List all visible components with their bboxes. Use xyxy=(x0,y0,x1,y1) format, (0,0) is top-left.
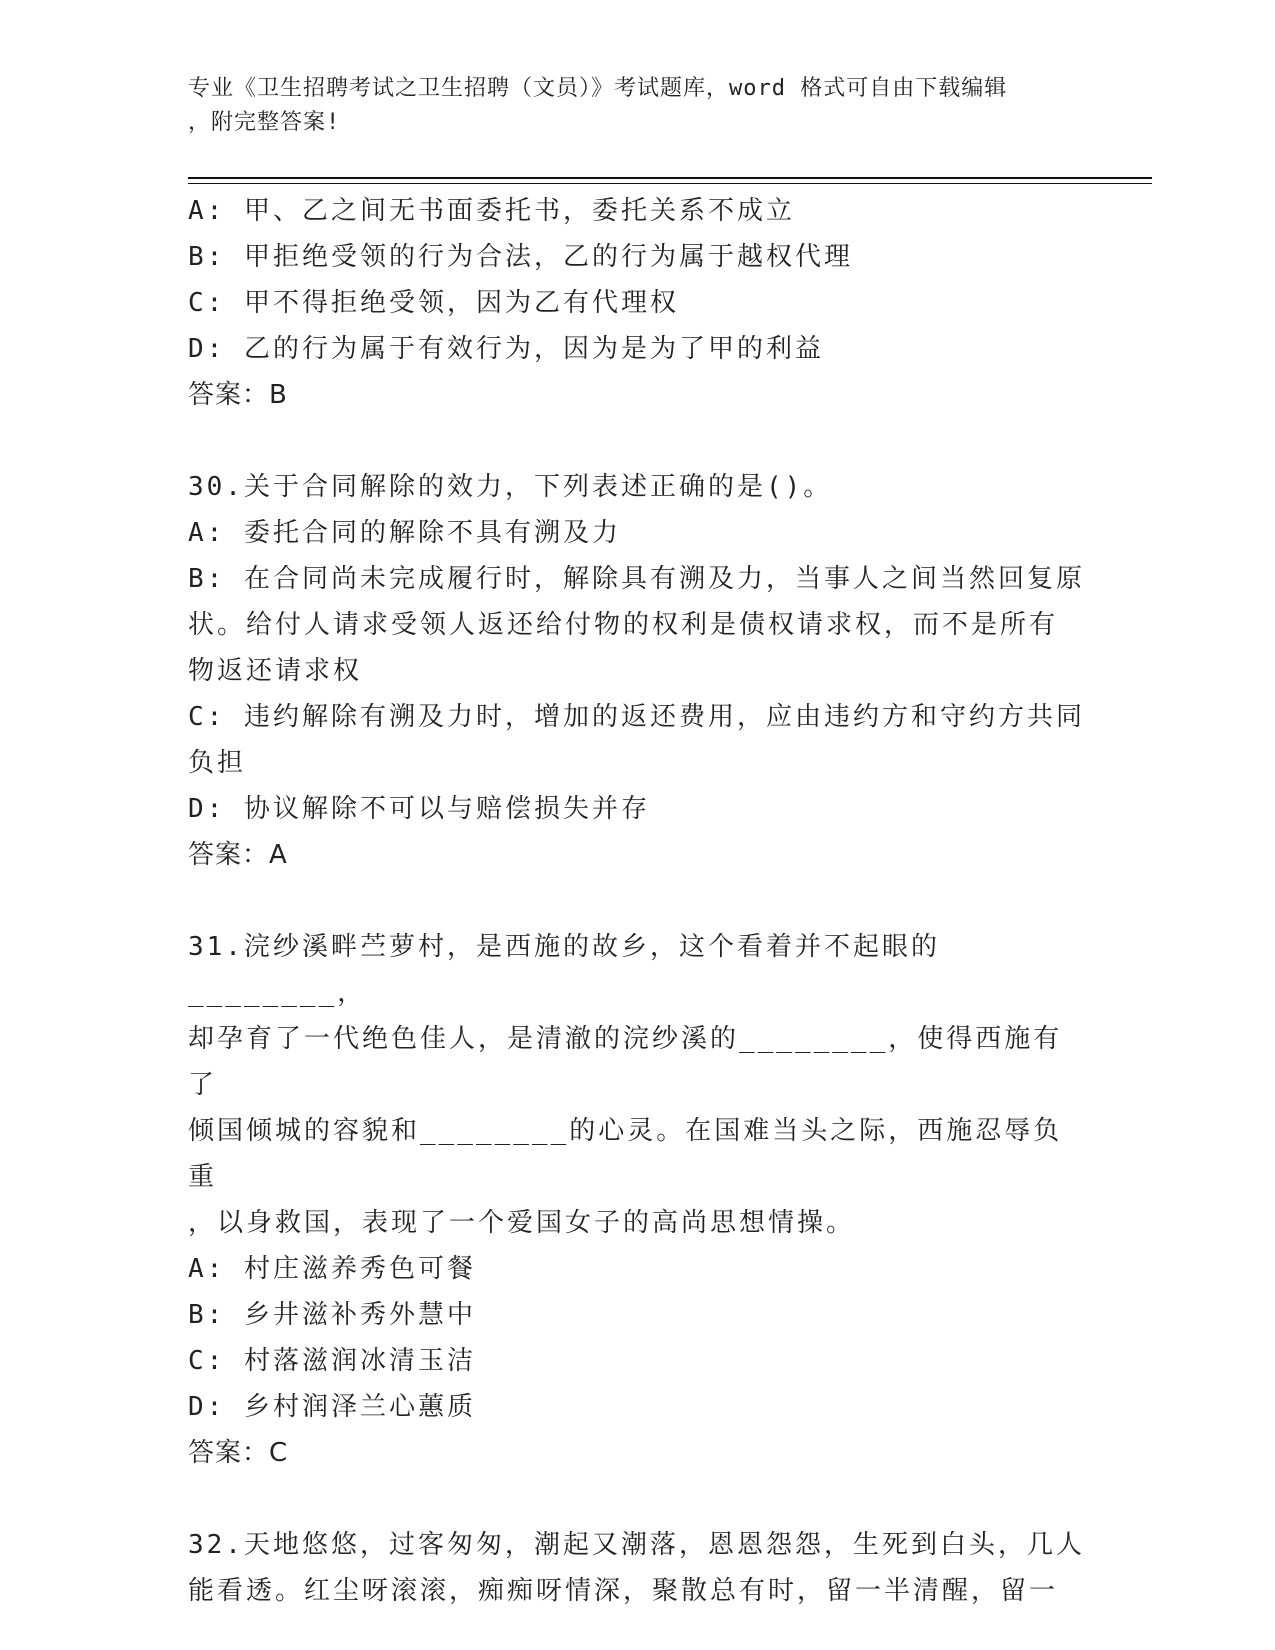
option-c-continued: 负担 xyxy=(188,748,247,778)
question-32 xyxy=(188,1522,1088,1614)
option-c: C: 甲不得拒绝受领，因为乙有代理权 xyxy=(188,288,679,318)
question-29 xyxy=(188,188,1088,418)
header-divider-thick xyxy=(188,177,1152,179)
option-b-continued: 物返还请求权 xyxy=(188,656,363,686)
spacer xyxy=(188,878,1088,924)
header-line-1: 专业《卫生招聘考试之卫生招聘（文员）》考试题库，word 格式可自由下载编辑 xyxy=(188,76,1008,101)
question-stem-continued: 能看透。红尘呀滚滚，痴痴呀情深，聚散总有时，留一半清醒，留一 xyxy=(188,1576,1059,1606)
option-b: B: 乡井滋补秀外慧中 xyxy=(188,1300,476,1330)
question-stem: 30.关于合同解除的效力，下列表述正确的是()。 xyxy=(188,472,833,502)
option-b-continued: 状。给付人请求受领人返还给付物的权利是债权请求权，而不是所有 xyxy=(188,610,1059,640)
option-c: C: 违约解除有溯及力时，增加的返还费用，应由违约方和守约方共同 xyxy=(188,702,1085,732)
option-c: C: 村落滋润冰清玉洁 xyxy=(188,1346,476,1376)
option-d: D: 乡村润泽兰心蕙质 xyxy=(188,1392,476,1422)
question-31 xyxy=(188,924,1088,1476)
question-stem-continued: ，以身救国，表现了一个爱国女子的高尚思想情操。 xyxy=(188,1208,856,1238)
option-a: A: 村庄滋养秀色可餐 xyxy=(188,1254,476,1284)
spacer xyxy=(188,418,1088,464)
document-header xyxy=(188,72,1088,140)
question-stem-continued: 倾国倾城的容貌和________的心灵。在国难当头之际，西施忍辱负重 xyxy=(188,1116,1063,1192)
option-a: A: 委托合同的解除不具有溯及力 xyxy=(188,518,621,548)
question-stem: 32.天地悠悠，过客匆匆，潮起又潮落，恩恩怨怨，生死到白头，几人 xyxy=(188,1530,1085,1560)
option-a: A: 甲、乙之间无书面委托书，委托关系不成立 xyxy=(188,196,795,226)
header-divider-thin xyxy=(188,183,1152,184)
answer-line: 答案：C xyxy=(188,1438,289,1468)
question-stem: 31.浣纱溪畔苎萝村，是西施的故乡，这个看着并不起眼的________， xyxy=(188,932,940,1008)
header-line-2: ，附完整答案! xyxy=(188,110,341,135)
option-b: B: 在合同尚未完成履行时，解除具有溯及力，当事人之间当然回复原 xyxy=(188,564,1085,594)
option-b: B: 甲拒绝受领的行为合法，乙的行为属于越权代理 xyxy=(188,242,853,272)
answer-line: 答案：A xyxy=(188,840,288,870)
question-30 xyxy=(188,464,1088,878)
option-d: D: 协议解除不可以与赔偿损失并存 xyxy=(188,794,650,824)
question-content xyxy=(188,188,1088,1614)
option-d: D: 乙的行为属于有效行为，因为是为了甲的利益 xyxy=(188,334,824,364)
question-stem-continued: 却孕育了一代绝色佳人，是清澈的浣纱溪的________，使得西施有了 xyxy=(188,1024,1063,1100)
answer-line: 答案：B xyxy=(188,380,288,410)
spacer xyxy=(188,1476,1088,1522)
